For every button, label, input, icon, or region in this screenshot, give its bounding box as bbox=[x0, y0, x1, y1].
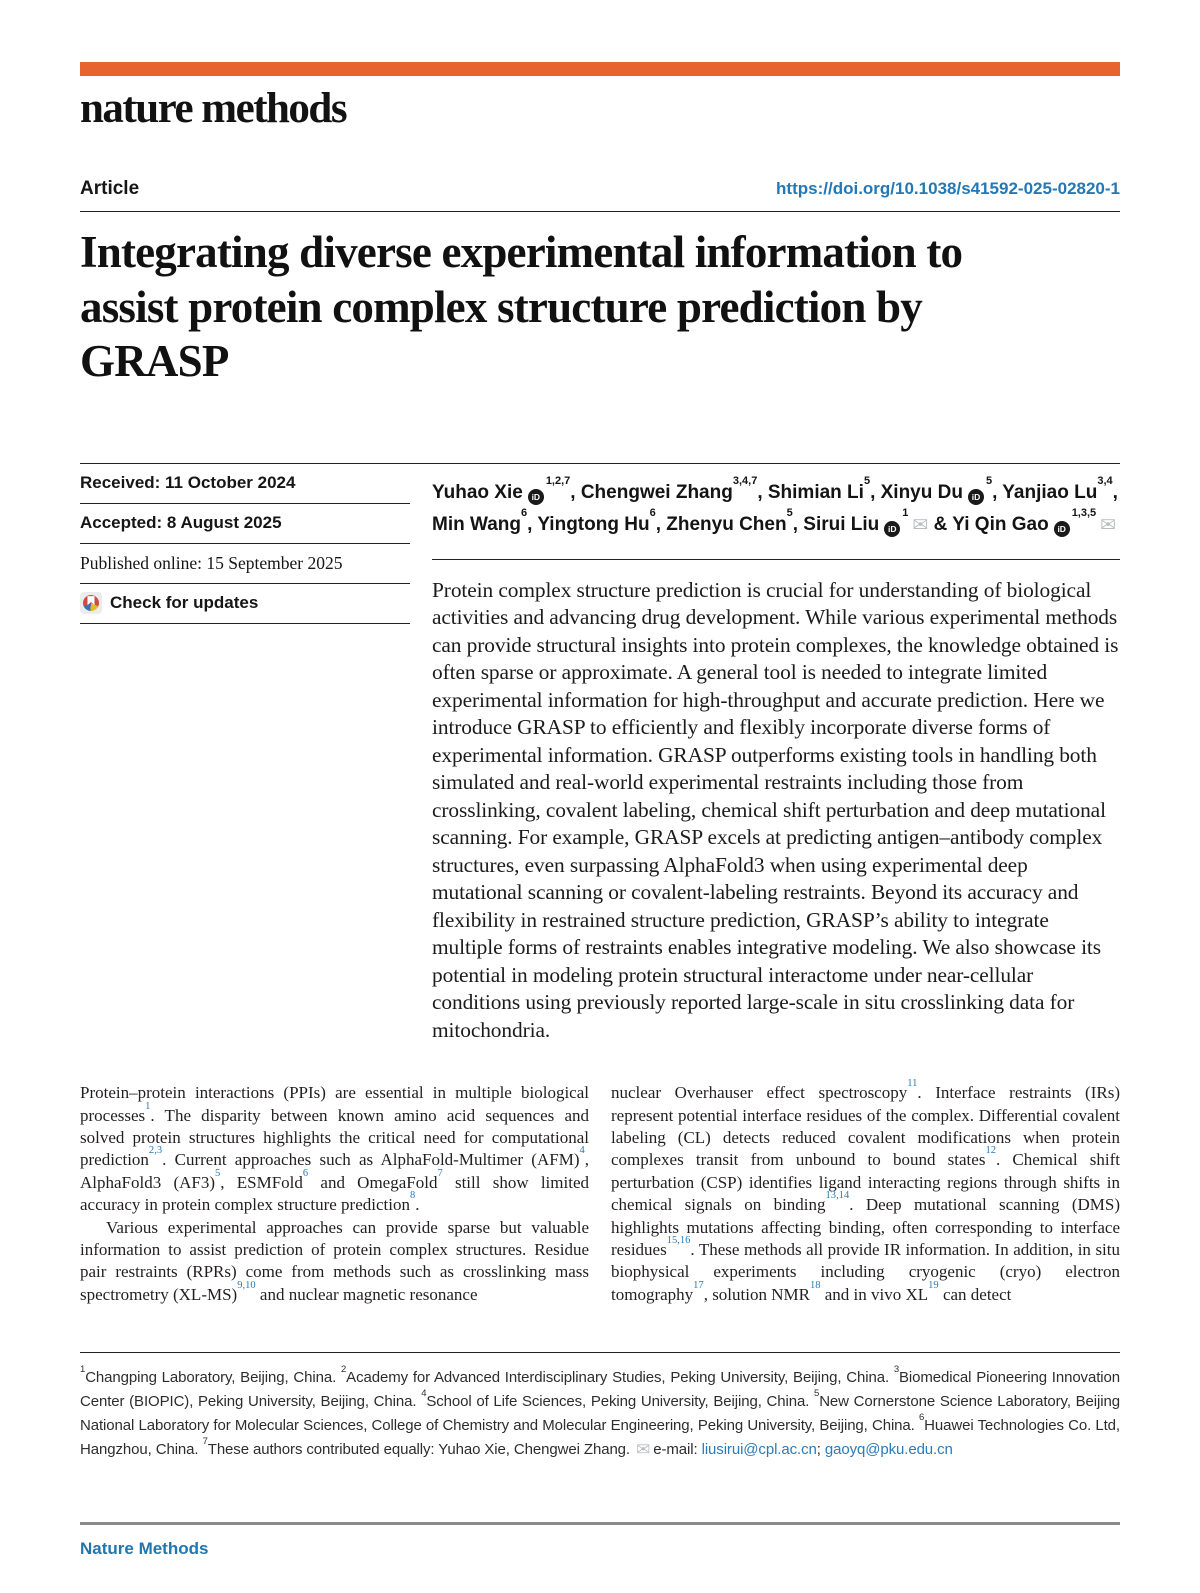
superscript-marker: 2 bbox=[340, 1363, 347, 1375]
footer-divider bbox=[80, 1522, 1120, 1525]
body-left-column bbox=[80, 1082, 589, 1306]
page-footer bbox=[80, 1522, 1120, 1593]
body-paragraph: nuclear Overhauser effect spectroscopy$^{11}$. Interface restraints (IRs) represent potential interface residues of the complex. Differential covalent labeling (CL) detects reduced covalent modifications when protein complexes transit from unbound to bound states$^{12}$. Chemical shift perturbation (CSP) identifies ligand interacting regions through shifts in chemical signals on binding$^{13,14}$. Deep mutational scanning (DMS) highlights mutations affecting binding, often corresponding to interface residues$^{15,16}$. These methods all provide IR information. In addition, in situ biophysical experiments including cryogenic (cryo) electron tomography$^{17}$, solution NMR$^{18}$ and in vivo XL$^{19}$ can detect bbox=[611, 1078, 1120, 1304]
check-for-updates-label: Check for updates bbox=[110, 593, 259, 613]
authors-and-abstract bbox=[432, 464, 1120, 1045]
orcid-icon[interactable]: iD bbox=[528, 489, 544, 505]
received-date-text: Received: 11 October 2024 bbox=[80, 473, 296, 493]
reference-link[interactable]: 11 bbox=[907, 1078, 918, 1090]
check-for-updates-button[interactable] bbox=[80, 584, 410, 624]
abstract-box bbox=[432, 559, 1120, 1045]
affiliations-footnote: $^1$Changping Laboratory, Beijing, China. $^2$Academy for Advanced Interdisciplinary Studies, Peking University, Beijing, China. $^3$Biomedical Pioneering Innovation Center (BIOPIC), Peking University, Beijing, China. $^4$School of Life Sciences, Peking University, Beijing, China. $^5$New Cornerstone Science Laboratory, Beijing National Laboratory for Molecular Sciences, College of Chemistry and Molecular Engineering, Peking University, Beijing, China. $^6$Huawei Technologies Co. Ltd, Hangzhou, China. $^7$These authors contributed equally: Yuhao Xie, Chengwei Zhang. ✉ e-mail: liusirui@cpl.ac.cn; gaoyq@pku.edu.cn bbox=[80, 1352, 1120, 1462]
crossmark-icon bbox=[80, 592, 102, 614]
reference-link[interactable]: 12 bbox=[985, 1145, 996, 1157]
body-paragraph: Protein–protein interactions (PPIs) are essential in multiple biological processes$^1$. The disparity between known amino acid sequences and solved protein structures highlights the critical need for computational prediction$^{2,3}$. Current approaches such as AlphaFold-Multimer (AFM)$^4$, AlphaFold3 $(AF3)^5$, ESMFold$^6$ and OmegaFold$^7$ still show limited accuracy in protein complex structure prediction$^8$. bbox=[80, 1083, 589, 1215]
email-link[interactable]: liusirui@cpl.ac.cn bbox=[701, 1441, 817, 1459]
journal-name-link[interactable]: Nature Methods bbox=[80, 1539, 209, 1558]
reference-link[interactable]: 17 bbox=[693, 1279, 704, 1291]
reference-link[interactable]: 19 bbox=[928, 1279, 939, 1291]
reference-link[interactable]: 15,16 bbox=[666, 1235, 691, 1247]
reference-link[interactable]: 4 bbox=[579, 1145, 585, 1157]
reference-link[interactable]: 9,10 bbox=[237, 1279, 256, 1291]
superscript-marker: 5 bbox=[985, 475, 993, 488]
header-divider bbox=[80, 211, 1120, 212]
accepted-date bbox=[80, 504, 410, 544]
author-list: Yuhao Xie iD$^{1,2,7}$, Chengwei Zhang$^{3,4,7}$, Shimian Li$^5$, Xinyu Du $iD^5$, Yanjiao Lu$^{3,4}$, Min Wang$^6$, Yingtong Hu$^6$, Zhenyu Chen$^5$, Sirui Liu $iD^1✉$ & Yi Qin Gao iD$^{1,3,5}$✉ bbox=[432, 475, 1118, 536]
reference-link[interactable]: 18 bbox=[809, 1279, 821, 1291]
superscript-marker: 1 bbox=[80, 1363, 86, 1375]
brand-color-bar bbox=[80, 62, 1120, 76]
doi-link[interactable]: https://doi.org/10.1038/s41592-025-02820-1 bbox=[776, 179, 1120, 199]
article-type-label: Article bbox=[80, 178, 140, 200]
orcid-icon[interactable]: iD bbox=[968, 489, 984, 505]
email-icon[interactable]: ✉ bbox=[1100, 514, 1117, 536]
superscript-marker: 1 bbox=[902, 507, 909, 520]
meta-section bbox=[80, 463, 1120, 1045]
reference-link[interactable]: 6 bbox=[302, 1167, 309, 1179]
superscript-marker: 5 bbox=[814, 1387, 820, 1399]
superscript-marker: 3,4,7 bbox=[732, 475, 758, 488]
reference-link[interactable]: 7 bbox=[437, 1167, 443, 1179]
body-paragraph: Various experimental approaches can provide sparse but valuable information to assist prediction of protein complex structures. Residue pair restraints (RPRs) come from methods such as crosslinking mass spectrometry $(XL-MS)^{9,10}$ and nuclear magnetic resonance bbox=[80, 1217, 589, 1304]
superscript-marker: 7 bbox=[202, 1435, 208, 1447]
reference-link[interactable]: 2,3 bbox=[148, 1145, 163, 1157]
superscript-marker: 4 bbox=[421, 1387, 427, 1399]
reference-link[interactable]: 8 bbox=[409, 1190, 416, 1202]
superscript-marker: 5 bbox=[786, 507, 793, 520]
received-date bbox=[80, 464, 410, 504]
orcid-icon[interactable]: iD bbox=[884, 521, 900, 537]
email-icon[interactable]: ✉ bbox=[912, 514, 929, 536]
superscript-marker: 6 bbox=[649, 507, 656, 520]
superscript-marker: 5 bbox=[863, 475, 871, 488]
journal-logo: nature methods bbox=[80, 85, 347, 132]
article-title: Integrating diverse experimental information to assist protein complex structure prediction by GRASP bbox=[80, 227, 963, 387]
superscript-marker: 3 bbox=[893, 1363, 900, 1375]
superscript-marker: 1,3,5 bbox=[1071, 507, 1097, 520]
orcid-icon[interactable]: iD bbox=[1054, 521, 1070, 537]
superscript-marker: 1,2,7 bbox=[545, 475, 571, 488]
reference-link[interactable]: 5 bbox=[215, 1167, 221, 1179]
article-history bbox=[80, 464, 410, 1045]
article-header-row bbox=[80, 178, 1120, 200]
email-icon[interactable]: ✉ bbox=[636, 1440, 651, 1460]
superscript-marker: 3,4 bbox=[1097, 475, 1113, 488]
superscript-marker: 6 bbox=[521, 507, 528, 520]
accepted-date-text: Accepted: 8 August 2025 bbox=[80, 513, 282, 533]
email-link[interactable]: gaoyq@pku.edu.cn bbox=[824, 1441, 953, 1459]
published-date bbox=[80, 544, 410, 584]
article-body bbox=[80, 1078, 1120, 1306]
published-date-text: Published online: 15 September 2025 bbox=[80, 552, 343, 573]
reference-link[interactable]: 13,14 bbox=[825, 1190, 850, 1202]
superscript-marker: 6 bbox=[918, 1411, 925, 1423]
abstract-text: Protein complex structure prediction is crucial for understanding of biological activities and advancing drug development. While various experimental methods can provide structural insights into protein complexes, the knowledge obtained is often sparse or approximate. A general tool is needed to integrate limited experimental information for high-throughput and accurate prediction. Here we introduce GRASP to efficiently and flexibly incorporate diverse forms of experimental information. GRASP outperforms existing tools in handling both simulated and real-world experimental restraints including those from crosslinking, covalent labeling, chemical shift perturbation and deep mutational scanning. For example, GRASP excels at predicting antigen–antibody complex structures, even surpassing AlphaFold3 when using experimental deep mutational scanning or covalent-labeling restraints. Beyond its accuracy and flexibility in restrained structure prediction, GRASP’s ability to integrate multiple forms of restraints enables integrative modeling. We also showcase its potential in modeling protein structural interactome under near-cellular conditions using previously reported large-scale in situ crosslinking data for mitochondria. bbox=[432, 577, 1119, 1042]
reference-link[interactable]: 1 bbox=[145, 1100, 151, 1112]
body-right-column bbox=[611, 1078, 1120, 1306]
